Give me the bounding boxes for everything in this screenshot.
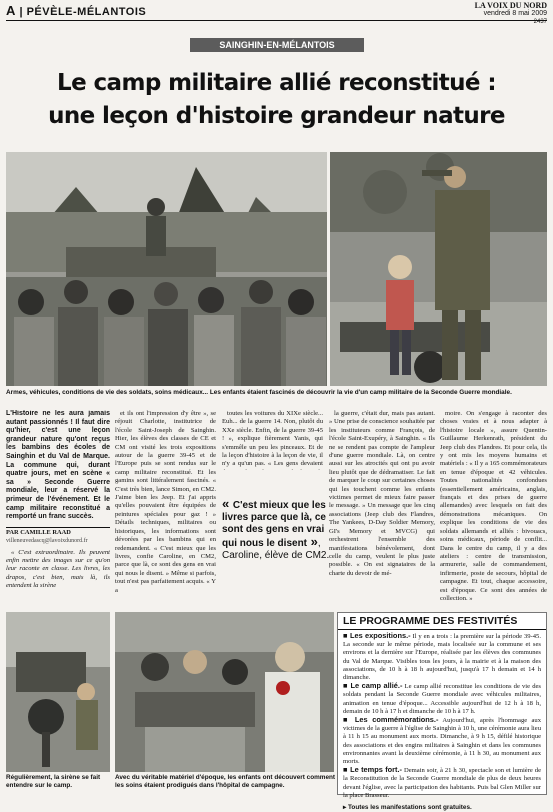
programme-item-label: Le temps fort.- [350,765,403,775]
quote-open-mark: « [222,496,233,511]
masthead [475,2,547,26]
siren-caption: Régulièrement, la sirène se fait entendre sur le camp. [6,774,101,790]
rubric-title: PÉVÈLE-MÉLANTOIS [26,6,147,18]
camp-scene-illustration [6,152,327,386]
main-photo-caption: Armes, véhicules, conditions de vie des soldats, soins médicaux... Les enfants étaient fascinés de découvrir la vie d'un camp militaire de la Seconde Guerre mondiale. [6,389,512,396]
section-label: SAINGHIN-EN-MÉLANTOIS [190,38,364,52]
article-paragraph: « C'est extraordinaire. Ils peuvent enfin mettre des images sur ce qu'on leur raconte en classe. Les livres, les drapos, c'est bien, mais là, ils entendent la sirène [6,548,110,590]
article-column-2 [115,410,216,610]
programme-item-text: Demain soir, à 21 h 30, spectacle son et lumière de la Reconstitution de la Seconde Guerre mondiale de plus de deux heures devant l'église, avec la participation des habitants. Puis bal Glen Miller sur la place Brasseur. [343,767,541,799]
page-header-rubric [6,3,146,18]
programme-item-label: Les expositions.- [349,631,411,640]
article-paragraph: la guerre, c'était dur, mais pas autant. » Une prise de conscience souhaitée par les instituteurs comme François, de l'école Saint-Exupéry, à Sainghin. « Ils ne se rendent pas compte de l'ampleur d'une guerre mondiale. Là, on centre aussi sur les atrocités qui ont pu avoir lieu plutôt que de dédramatiser. Le fait de marquer le coup sur certaines choses qui les touchent comme les enfants victimes permet de mieux faire passer le message. » Un message que les cinq associations (Jeep club des Flandres, The Yankees, D-Day Soldier Memory, GI's Memory et MVCG) qui orchestrent l'ensemble des manifestations bénévolement, dont celle du camp, veulent le plus juste possible. « On est signataires de la charte du devoir de mé- [329,410,435,577]
siren-photo [6,612,110,772]
pull-quote [222,498,342,562]
soldier-child-photo [330,152,547,386]
programme-item: ■ Les commémorations.- Aujourd'hui, après l'hommage aux victimes de la guerre à l'église de Sainghin à 10 h, une cérémonie aura lieu à 11 h 15 au monument aux morts. Dimanche, à 9 h 15, défilé historique des associations et des engins militaires à Sainghin et dans les communes environnantes avant la deuxième cérémonie, à 11 h 30, au monument aux morts. [343,715,541,766]
article-paragraph: moire. On s'engage à raconter des choses vraies et à nous adapter à l'histoire locale », assure Quentin-Guillaume Herkenrath, président du Jeep club des Flandres. Et pour cela, ils y ont mis les moyens humains et matériels : « Il y a 165 commémorateurs en tenue d'époque et 42 véhicules. Toutes nationalités confondues (essentiellement américains, anglais, français et des prises de guerre allemandes) avec lesquels on fait des démonstrations mécaniques. On explique les conditions de vie des soldats allemands et alliés : bivouacs, soins médicaux, période de conflit... Dans le centre du camp, il y a des ateliers : centre de transmission, armurerie, salle de commandement, infirmerie, poste de secours, hôpital de campagne. Et tout, chaque accessoire, est d'époque. Ce sont des années de collection. » [440,410,547,602]
programme-item-text: Le camp allié reconstitue les conditions de vie des soldats pendant la Seconde Guerre mondiale avec véhicules militaires, animation en tenue d'époque... Accessible aujourd'hui de 12 h à 18 h, demain de 10 h à 17 h et dimanche de 10 h à 17 h. [343,683,541,715]
soldier-child-illustration [330,152,547,386]
programme-item-text: Aujourd'hui, après l'hommage aux victimes de la guerre à l'église de Sainghin à 10 h, une cérémonie aura lieu à 11 h 15 au monument aux morts. Dimanche, à 9 h 15, défilé historique des associations et des engins militaires à Sainghin et dans les communes environnantes avant la deuxième cérémonie, à 11 h 30, au monument aux morts. [343,717,541,766]
article-column-1 [6,410,110,610]
byline: PAR CAMILLE RAAD [6,527,110,537]
quote-attribution: , Caroline, élève de CM2. [222,538,330,561]
programme-item-label: Les commémorations.- [354,715,439,725]
camp-photo [6,152,327,386]
article-paragraph: toutes les voitures du XIXe siècle... Euh... de la guerre 14. Non, plutôt du XXe siècle. Enfin, de la guerre 39-45 ! », explique fièrement Yanis, qui s'emmêle un peu les pinceaux. Et de la leçon d'histoire à la leçon de vie, il n'y a qu'un pas. « Les gens devaient [222,410,323,468]
header-rule [6,20,547,21]
programme-footer: ▸ Toutes les manifestations sont gratuites. [343,804,472,812]
siren-illustration [6,612,110,772]
divider-bar: | [19,6,27,18]
programme-title: LE PROGRAMME DES FESTIVITÉS [338,613,546,630]
author-email: villeneuvedascq@lavoixdunord.fr [6,538,88,545]
page-letter: A [6,3,16,18]
article-lead: L'Histoire ne les aura jamais autant passionnés ! Il faut dire qu'hier, c'est une leçon grandeur nature qu'ont reçus les bambins des écoles de Sainghin et du Val de Marque. La commune qui, durant quatre jours, met en scène « sa » Seconde Guerre mondiale, leur a réservé la primeur de l'événement. Et le camp militaire reconstitué a remporté un franc succès. [6,410,110,521]
field-hospital-caption: Avec du véritable matériel d'époque, les enfants ont découvert comment les soins étaient prodigués dans l'hôpital de campagne. [115,774,336,790]
quote-text: C'est mieux que les livres parce que là, ce sont des gens en vrai qui nous le disent [222,500,326,549]
programme-item: ■ Les expositions.- Il y en a trois : la première sur la période 39-45. La seconde sur le même période, mais localisée sur la commune et ses environs et la dernière sur l'Europe, réalisée par les élèves des communes du Val de Marque. Visibles tous les jours, à la mairie et à la maison des associations, de 10 h à 18 h aujourd'hui, jusqu'à 17 h demain et 14 h dimanche. [343,631,541,682]
article-column-5 [440,410,547,610]
newspaper-name: LA VOIX DU NORD [474,1,547,10]
article-column-4 [329,410,435,610]
article-column-3 [222,410,323,470]
field-hospital-photo [115,612,334,772]
programme-item: ■ Le temps fort.- Demain soir, à 21 h 30, spectacle son et lumière de la Reconstitution de la Seconde Guerre mondiale de plus de deux heures devant l'église, avec la participation des habitants. Puis bal Glen Miller sur la place Brasseur. [343,765,541,799]
programme-footer-text: Toutes les manifestations sont gratuites. [347,804,472,812]
page-code: 2437 [533,19,547,25]
headline-line-1: Le camp militaire allié reconstitué : [57,70,496,96]
programme-item-label: Le camp allié.- [350,681,403,691]
headline-line-2: une leçon d'histoire grandeur nature [48,103,505,129]
quote-close-mark: » [307,534,318,549]
article-paragraph: et ils ont l'impression d'y être », se réjouit Charlotte, institutrice de l'école Saint-Joseph de Sainghin. Hier, les élèves des classes de CE et CM ont visité les trois expositions autour de la guerre 39-45 et de l'Europe puis se sont rendus sur le camp militaire reconstitué. Et les gamins sont littéralement fascinés. « C'est très bien, lance Simon, en CM2. J'aime bien les Jeep. Et j'ai appris qu'elles pouvaient être équipées de peintures spéciales pour gaz ! » Détails techniques, militaires ou historiques, les informations sont dévorées par les bambins qui en redemandent. « C'est mieux que les livres, confie Caroline, en CM2, parce que là, ce sont des gens en vrai qui nous le disent. » Même si parfois, tout n'est pas parfaitement acquis. « Y a [115,410,216,594]
programme-box [337,612,547,812]
programme-item-text: Il y en a trois : la première sur la période 39-45. La seconde sur le même période, mais localisée sur la commune et ses environs et la dernière sur l'Europe, réalisée par les élèves des communes du Val de Marque. Visibles tous les jours, à la mairie et à la maison des associations, de 10 h à 18 h aujourd'hui, jusqu'à 17 h demain et 14 h dimanche. [343,633,541,682]
field-hospital-illustration [115,612,334,772]
publication-date: vendredi 8 mai 2009 [483,10,547,17]
programme-list [338,630,546,802]
programme-item: ■ Le camp allié.- Le camp allié reconstitue les conditions de vie des soldats pendant la Seconde Guerre mondiale avec véhicules militaires, animation en tenue d'époque... Accessible aujourd'hui de 12 h à 18 h, demain de 10 h à 17 h et dimanche de 10 h à 17 h. [343,681,541,715]
